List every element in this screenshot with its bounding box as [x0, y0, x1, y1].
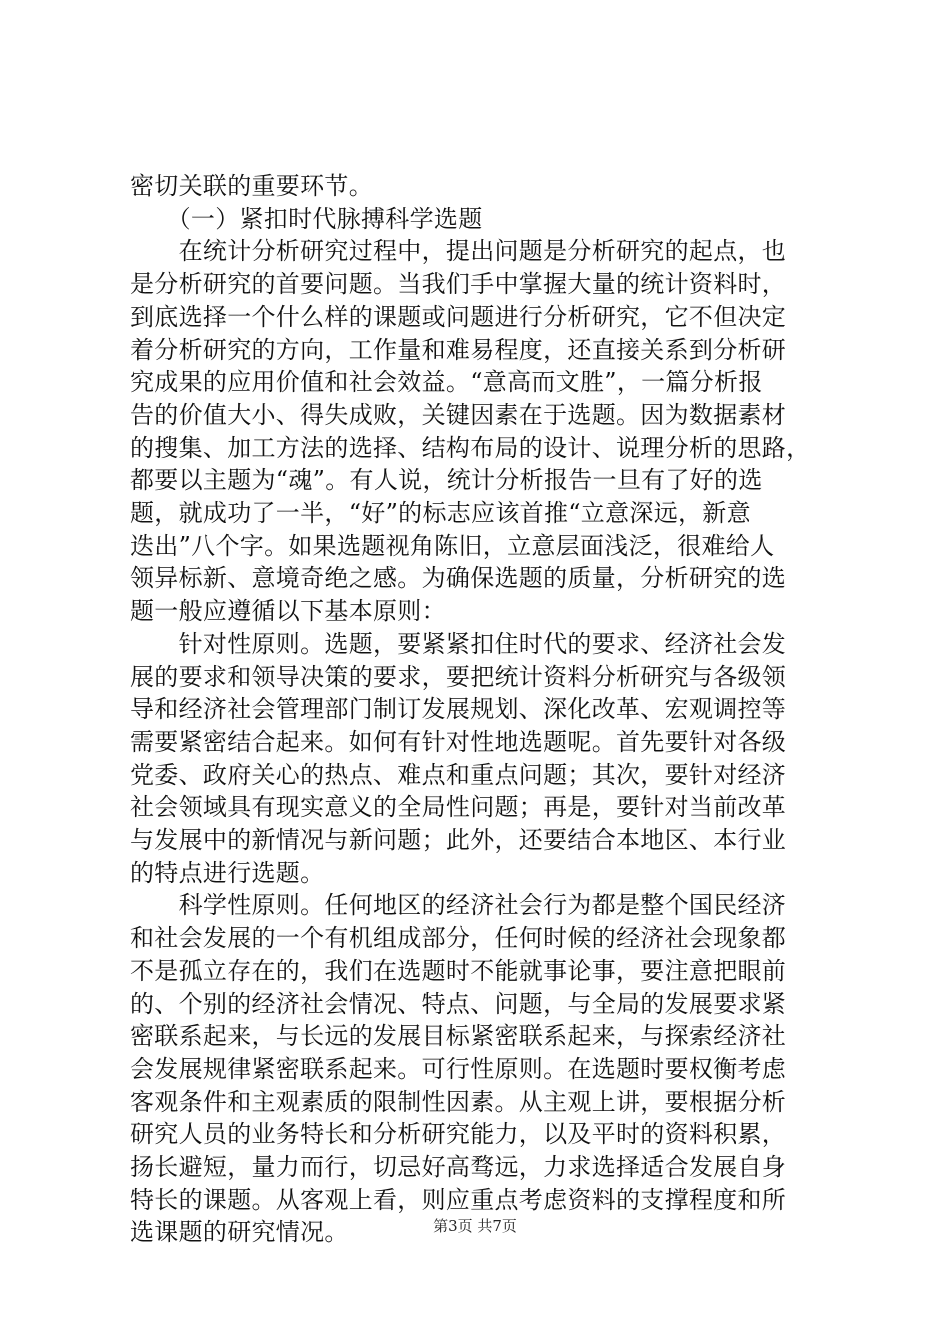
text-line: 扬长避短，量力而行，切忌好高骛远，力求选择适合发展自身	[130, 1153, 787, 1181]
text-line: 与发展中的新情况与新问题；此外，还要结合本地区、本行业	[130, 826, 787, 854]
text-line: 的、个别的经济社会情况、特点、问题，与全局的发展要求紧	[130, 989, 787, 1018]
text-line: 针对性原则。选题，要紧紧扣住时代的要求、经济社会发	[130, 629, 787, 658]
text-line: 不是孤立存在的，我们在选题时不能就事论事，要注意把眼前	[130, 956, 787, 985]
text-line: 领异标新、意境奇绝之感。为确保选题的质量，分析研究的选	[130, 564, 787, 593]
text-line: 是分析研究的首要问题。当我们手中掌握大量的统计资料时，	[130, 270, 787, 299]
text-line: 特长的课题。从客观上看，则应重点考虑资料的支撑程度和所	[130, 1185, 787, 1214]
text-line: 究成果的应用价值和社会效益。“意高而文胜”，一篇分析报	[130, 368, 763, 397]
text-line: 在统计分析研究过程中，提出问题是分析研究的起点，也	[130, 237, 787, 266]
text-line: 迭出”八个字。如果选题视角陈旧，立意层面浅泛，很难给人	[130, 531, 775, 560]
text-line: 客观条件和主观素质的限制性因素。从主观上讲，要根据分析	[130, 1087, 787, 1116]
page-footer: 第3页 共7页	[433, 1217, 517, 1235]
text-line: 都要以主题为“魂”。有人说，统计分析报告一旦有了好的选	[130, 466, 763, 495]
text-line: 社会领域具有现实意义的全局性问题；再是，要针对当前改革	[130, 793, 787, 822]
text-line: 科学性原则。任何地区的经济社会行为都是整个国民经济	[130, 891, 787, 920]
text-line: 告的价值大小、得失成败，关键因素在于选题。因为数据素材	[130, 400, 787, 429]
text-line: 题一般应遵循以下基本原则：	[130, 597, 446, 626]
text-line: 的搜集、加工方法的选择、结构布局的设计、说理分析的思路，	[130, 433, 811, 462]
text-line: 密联系起来，与长远的发展目标紧密联系起来，与探索经济社	[130, 1022, 787, 1051]
text-line: 和社会发展的一个有机组成部分，任何时候的经济社会现象都	[130, 924, 787, 953]
text-line: 选课题的研究情况。	[130, 1218, 349, 1247]
text-line: 导和经济社会管理部门制订发展规划、深化改革、宏观调控等	[130, 695, 787, 724]
text-line: 会发展规律紧密联系起来。可行性原则。在选题时要权衡考虑	[130, 1054, 787, 1083]
text-line: 到底选择一个什么样的课题或问题进行分析研究，它不但决定	[130, 302, 787, 331]
text-line: 研究人员的业务特长和分析研究能力，以及平时的资料积累，	[130, 1120, 787, 1149]
text-line: 需要紧密结合起来。如何有针对性地选题呢。首先要针对各级	[130, 727, 787, 756]
text-line: 题，就成功了一半，“好”的标志应该首推“立意深远，新意	[130, 499, 751, 527]
text-line: 着分析研究的方向，工作量和难易程度，还直接关系到分析研	[130, 335, 787, 364]
text-line: 党委、政府关心的热点、难点和重点问题；其次，要针对经济	[130, 760, 787, 789]
text-line: 展的要求和领导决策的要求，要把统计资料分析研究与各级领	[130, 662, 787, 691]
section-heading: （一）紧扣时代脉搏科学选题	[130, 204, 483, 233]
text-line: 的特点进行选题。	[130, 858, 325, 887]
text-line: 密切关联的重要环节。	[130, 172, 373, 200]
